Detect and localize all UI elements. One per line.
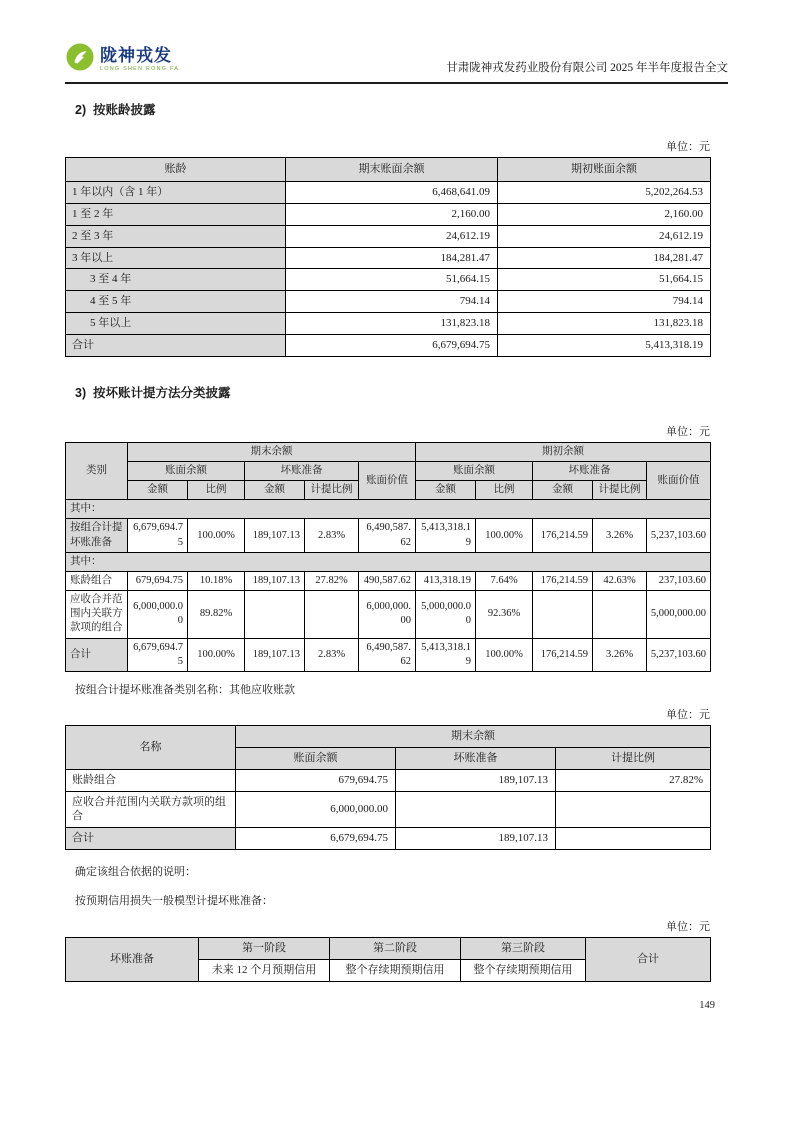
- aging-table: [65, 157, 711, 357]
- cell-value: 3.26%: [593, 519, 647, 552]
- header-begin-balance: 期初余额: [416, 442, 711, 461]
- cell-value: 2.83%: [305, 519, 359, 552]
- cell-value: 7.64%: [476, 571, 533, 590]
- cell-value: 189,107.13: [245, 638, 305, 671]
- cell-value: 413,318.19: [416, 571, 476, 590]
- header-stage-1: 第一阶段: [199, 938, 330, 960]
- table-row-related-party: [66, 591, 711, 639]
- portfolio-header-1: [66, 725, 711, 747]
- table-row-total: [66, 334, 711, 356]
- company-logo: [65, 42, 179, 77]
- header-stage-3-sub: 整个存续期预期信用: [461, 959, 586, 981]
- cell-value: 6,679,694.75: [128, 638, 188, 671]
- header-name: 名称: [66, 725, 236, 769]
- cell-value: [305, 591, 359, 639]
- col-header-end-balance: 期末账面余额: [286, 158, 498, 182]
- row-end-value: 6,468,641.09: [286, 182, 498, 204]
- table-row: [66, 203, 711, 225]
- row-label: 3 年以上: [66, 247, 286, 269]
- cell-value: 10.18%: [188, 571, 245, 590]
- cell-value: 100.00%: [476, 638, 533, 671]
- row-end-value: 184,281.47: [286, 247, 498, 269]
- row-label: 3 至 4 年: [66, 269, 286, 291]
- cell-value: 5,237,103.60: [647, 638, 711, 671]
- cell-value: [556, 828, 711, 850]
- bad-debt-method-table: [65, 442, 711, 672]
- logo-name-cn: 陇神戎发: [100, 46, 172, 65]
- header-bad-debt-end: 坏账准备: [245, 461, 359, 480]
- header-amount: 金额: [245, 481, 305, 500]
- row-label: 账龄组合: [66, 571, 128, 590]
- subheader-among-which: 其中：: [66, 500, 711, 519]
- row-label: 合计: [66, 334, 286, 356]
- row-end-value: 2,160.00: [286, 203, 498, 225]
- cell-value: 5,237,103.60: [647, 519, 711, 552]
- cell-value: 100.00%: [476, 519, 533, 552]
- cell-value: 2.83%: [305, 638, 359, 671]
- cell-value: 237,103.60: [647, 571, 711, 590]
- logo-text: [100, 47, 179, 72]
- row-begin-value: 24,612.19: [498, 225, 711, 247]
- section-heading-aging: 2) 按账龄披露: [75, 103, 156, 117]
- note-ecl-model: 按预期信用损失一般模型计提坏账准备：: [75, 895, 273, 908]
- logo-name-en: LONG SHEN RONG FA: [100, 66, 180, 72]
- row-label: 按组合计提坏账准备: [66, 519, 128, 552]
- logo-bird-icon: [65, 42, 95, 77]
- row-begin-value: 131,823.18: [498, 313, 711, 335]
- row-begin-value: 51,664.15: [498, 269, 711, 291]
- header-bad-debt: 坏账准备: [396, 747, 556, 769]
- unit-label-method: 单位：元: [666, 425, 710, 438]
- table-row: [66, 182, 711, 204]
- unit-label-aging: 单位：元: [666, 141, 710, 153]
- table-row-aging-portfolio: [66, 571, 711, 590]
- cell-value: 5,413,318.19: [416, 519, 476, 552]
- note-portfolio-basis: 确定该组合依据的说明：: [75, 866, 196, 879]
- header-book-balance-begin: 账面余额: [416, 461, 533, 480]
- cell-value: [593, 591, 647, 639]
- cell-value: 6,000,000.00: [236, 791, 396, 828]
- page-header: [65, 42, 728, 84]
- cell-value: [396, 791, 556, 828]
- table-row: [66, 291, 711, 313]
- header-stage-2: 第二阶段: [330, 938, 461, 960]
- document-title: 甘肃陇神戎发药业股份有限公司 2025 年半年度报告全文: [446, 62, 728, 74]
- row-begin-value: 5,413,318.19: [498, 334, 711, 356]
- header-stage-3: 第三阶段: [461, 938, 586, 960]
- header-category: 类别: [66, 442, 128, 500]
- header-end-balance: 期末余额: [128, 442, 416, 461]
- header-provision-ratio: 计提比例: [556, 747, 711, 769]
- subheader-row: [66, 552, 711, 571]
- header-amount: 金额: [128, 481, 188, 500]
- cell-value: 6,679,694.75: [128, 519, 188, 552]
- header-stage-2-sub: 整个存续期预期信用: [330, 959, 461, 981]
- cell-value: 42.63%: [593, 571, 647, 590]
- row-end-value: 794.14: [286, 291, 498, 313]
- table-row-total: [66, 638, 711, 671]
- header-ratio: 比例: [476, 481, 533, 500]
- header-amount: 金额: [416, 481, 476, 500]
- header-amount: 金额: [533, 481, 593, 500]
- subheader-among-which: 其中：: [66, 552, 711, 571]
- cell-value: 189,107.13: [396, 769, 556, 791]
- row-begin-value: 794.14: [498, 291, 711, 313]
- row-begin-value: 2,160.00: [498, 203, 711, 225]
- section-heading-method: 3) 按坏账计提方法分类披露: [75, 385, 231, 400]
- table-row: [66, 225, 711, 247]
- header-book-balance: 账面余额: [236, 747, 396, 769]
- cell-value: 3.26%: [593, 638, 647, 671]
- row-label: 账龄组合: [66, 769, 236, 791]
- row-label: 合计: [66, 828, 236, 850]
- row-label: 4 至 5 年: [66, 291, 286, 313]
- cell-value: [533, 591, 593, 639]
- table-row-combo: [66, 519, 711, 552]
- table-row: [66, 247, 711, 269]
- ecl-stages-table: [65, 937, 711, 982]
- subheader-row: [66, 500, 711, 519]
- method-table-header-2: [66, 461, 711, 480]
- header-book-value-begin: 账面价值: [647, 461, 711, 499]
- cell-value: 176,214.59: [533, 638, 593, 671]
- unit-label-stages: 单位：元: [666, 921, 710, 934]
- header-provision-ratio: 计提比例: [305, 481, 359, 500]
- cell-value: [556, 791, 711, 828]
- table-row-related-party: [66, 791, 711, 828]
- header-book-balance-end: 账面余额: [128, 461, 245, 480]
- header-ratio: 比例: [188, 481, 245, 500]
- row-label: 合计: [66, 638, 128, 671]
- header-book-value-end: 账面价值: [359, 461, 416, 499]
- row-label: 5 年以上: [66, 313, 286, 335]
- cell-value: 89.82%: [188, 591, 245, 639]
- row-label: 1 年以内（含 1 年）: [66, 182, 286, 204]
- header-bad-debt-provision: 坏账准备: [66, 938, 199, 982]
- portfolio-table: [65, 725, 711, 850]
- cell-value: 5,000,000.00: [416, 591, 476, 639]
- row-label: 应收合并范围内关联方款项的组合: [66, 791, 236, 828]
- cell-value: 189,107.13: [245, 571, 305, 590]
- table-row: [66, 269, 711, 291]
- cell-value: 5,413,318.19: [416, 638, 476, 671]
- col-header-begin-balance: 期初账面余额: [498, 158, 711, 182]
- row-label: 2 至 3 年: [66, 225, 286, 247]
- method-table-header-1: [66, 442, 711, 461]
- stages-header-1: [66, 938, 711, 960]
- cell-value: 27.82%: [556, 769, 711, 791]
- cell-value: 92.36%: [476, 591, 533, 639]
- cell-value: 176,214.59: [533, 519, 593, 552]
- header-bad-debt-begin: 坏账准备: [533, 461, 647, 480]
- table-row-aging-portfolio: [66, 769, 711, 791]
- aging-table-header: [66, 158, 711, 182]
- cell-value: 189,107.13: [396, 828, 556, 850]
- header-end-balance: 期末余额: [236, 725, 711, 747]
- row-begin-value: 184,281.47: [498, 247, 711, 269]
- row-label: 应收合并范围内关联方款项的组合: [66, 591, 128, 639]
- cell-value: 679,694.75: [236, 769, 396, 791]
- cell-value: 100.00%: [188, 519, 245, 552]
- cell-value: 6,490,587.62: [359, 638, 416, 671]
- cell-value: 6,000,000.00: [359, 591, 416, 639]
- row-end-value: 131,823.18: [286, 313, 498, 335]
- cell-value: 6,490,587.62: [359, 519, 416, 552]
- note-combo-category: 按组合计提坏账准备类别名称：其他应收账款: [75, 683, 295, 696]
- table-row-total: [66, 828, 711, 850]
- page-number: 149: [699, 999, 715, 1011]
- header-stage-1-sub: 未来 12 个月预期信用: [199, 959, 330, 981]
- cell-value: 6,000,000.00: [128, 591, 188, 639]
- cell-value: 189,107.13: [245, 519, 305, 552]
- unit-label-portfolio: 单位：元: [666, 708, 710, 721]
- col-header-aging: 账龄: [66, 158, 286, 182]
- cell-value: 100.00%: [188, 638, 245, 671]
- header-total: 合计: [586, 938, 711, 982]
- cell-value: 5,000,000.00: [647, 591, 711, 639]
- cell-value: 27.82%: [305, 571, 359, 590]
- row-end-value: 6,679,694.75: [286, 334, 498, 356]
- cell-value: [245, 591, 305, 639]
- header-provision-ratio: 计提比例: [593, 481, 647, 500]
- cell-value: 6,679,694.75: [236, 828, 396, 850]
- row-end-value: 51,664.15: [286, 269, 498, 291]
- row-end-value: 24,612.19: [286, 225, 498, 247]
- cell-value: 679,694.75: [128, 571, 188, 590]
- cell-value: 176,214.59: [533, 571, 593, 590]
- row-label: 1 至 2 年: [66, 203, 286, 225]
- table-row: [66, 313, 711, 335]
- cell-value: 490,587.62: [359, 571, 416, 590]
- row-begin-value: 5,202,264.53: [498, 182, 711, 204]
